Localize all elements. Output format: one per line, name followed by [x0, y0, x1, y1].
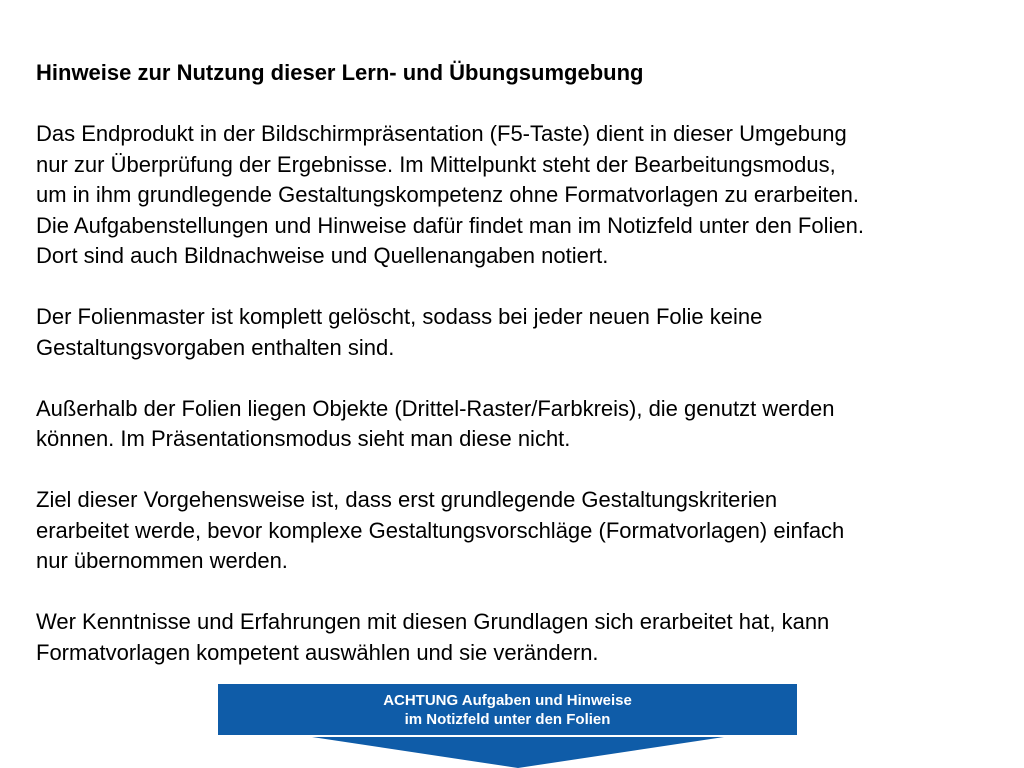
paragraph-folienmaster: [36, 302, 1011, 363]
callout-line-1: ACHTUNG Aufgaben und Hinweise: [383, 691, 632, 709]
page-title: Hinweise zur Nutzung dieser Lern- und Übungsumgebung: [36, 60, 644, 85]
text-line: Dort sind auch Bildnachweise und Quellenangaben notiert.: [36, 243, 609, 268]
paragraph-kenntnisse: [36, 607, 1011, 668]
text-line: Formatvorlagen kompetent auswählen und sie verändern.: [36, 639, 599, 665]
paragraph-intro: [36, 119, 1011, 272]
text-line: um in ihm grundlegende Gestaltungskompetenz ohne Formatvorlagen zu erarbeiten.: [36, 182, 860, 207]
text-line: Die Aufgabenstellungen und Hinweise dafür findet man im Notizfeld unter den Folien.: [36, 212, 864, 238]
text-line: können. Im Präsentationsmodus sieht man diese nicht.: [36, 426, 571, 451]
text-line: Gestaltungsvorgaben enthalten sind.: [36, 334, 395, 360]
down-arrow-shape: [312, 737, 724, 768]
text-line: Außerhalb der Folien liegen Objekte (Drittel-Raster/Farbkreis), die genutzt werden: [36, 395, 835, 421]
paragraph-objekte: [36, 394, 1011, 455]
text-line: nur zur Überprüfung der Ergebnisse. Im Mittelpunkt steht der Bearbeitungsmodus,: [36, 151, 836, 177]
text-line: Wer Kenntnisse und Erfahrungen mit diesen Grundlagen sich erarbeitet hat, kann: [36, 609, 830, 634]
text-line: Ziel dieser Vorgehensweise ist, dass erst grundlegende Gestaltungskriterien: [36, 487, 778, 512]
text-line: erarbeitet werde, bevor komplexe Gestaltungsvorschläge (Formatvorlagen) einfach: [36, 517, 845, 543]
text-line: Der Folienmaster ist komplett gelöscht, sodass bei jeder neuen Folie keine: [36, 304, 763, 329]
slide-text-block: [36, 58, 1011, 668]
achtung-callout-box: [218, 684, 797, 735]
down-arrow-icon: [312, 737, 724, 768]
text-line: Das Endprodukt in der Bildschirmpräsentation (F5-Taste) dient in dieser Umgebung: [36, 121, 847, 146]
paragraph-ziel: [36, 485, 1011, 577]
text-line: nur übernommen werden.: [36, 548, 288, 573]
callout-line-2: im Notizfeld unter den Folien: [404, 710, 611, 728]
